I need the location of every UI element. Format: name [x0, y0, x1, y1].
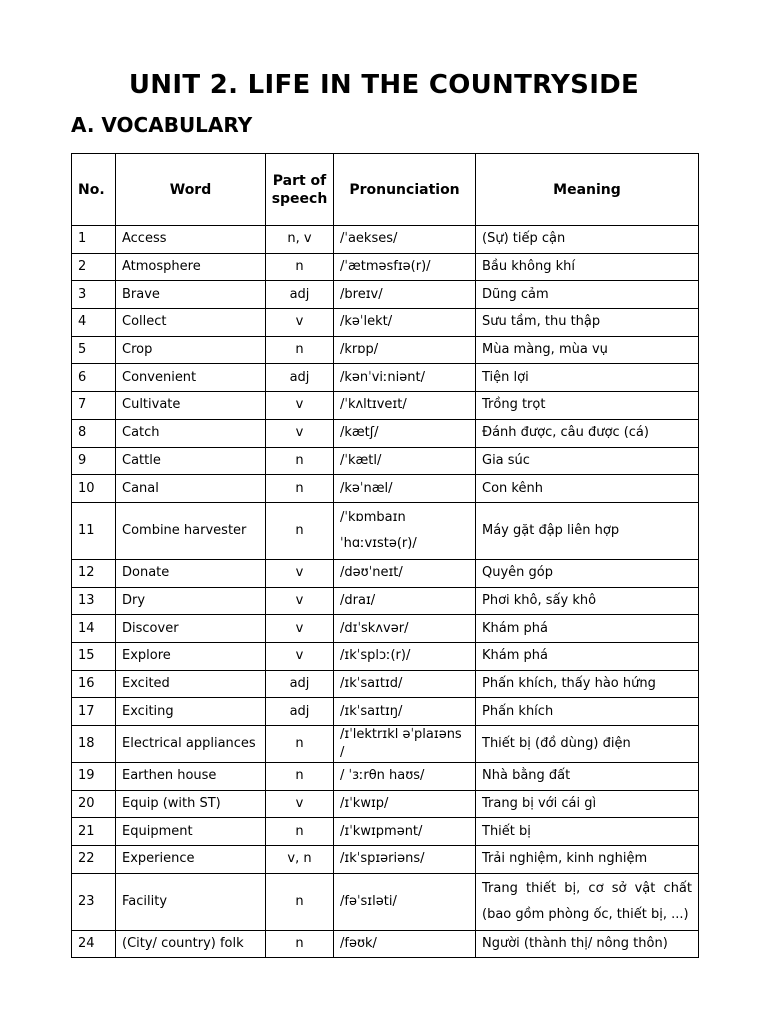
cell-pronunciation: /ɪkˈspɪəriəns/ — [334, 846, 476, 874]
cell-pronunciation: /kənˈviːniənt/ — [334, 364, 476, 392]
cell-no: 24 — [72, 930, 116, 958]
meaning-line: (bao gồm phòng ốc, thiết bị, ...) — [482, 906, 689, 922]
cell-meaning: Máy gặt đập liên hợp — [476, 502, 699, 559]
table-row — [72, 447, 699, 475]
cell-part-of-speech: v — [266, 587, 334, 615]
cell-pronunciation: /fəʊk/ — [334, 930, 476, 958]
meaning-line: Trang thiết bị, cơ sở vật chất — [482, 880, 692, 896]
cell-pronunciation: /kəˈlekt/ — [334, 309, 476, 337]
pronunciation-line: ˈhɑːvɪstə(r)/ — [340, 535, 417, 551]
cell-meaning: Mùa màng, mùa vụ — [476, 336, 699, 364]
cell-word: Canal — [116, 475, 266, 503]
table-row — [72, 790, 699, 818]
cell-meaning: Thiết bị (đồ dùng) điện — [476, 726, 699, 763]
table-row — [72, 419, 699, 447]
cell-no: 22 — [72, 846, 116, 874]
cell-pronunciation: /dɪˈskʌvər/ — [334, 615, 476, 643]
cell-part-of-speech: n — [266, 502, 334, 559]
cell-part-of-speech: n — [266, 818, 334, 846]
cell-meaning: Con kênh — [476, 475, 699, 503]
cell-part-of-speech: adj — [266, 364, 334, 392]
cell-pronunciation: /kætʃ/ — [334, 419, 476, 447]
cell-no: 7 — [72, 392, 116, 420]
table-row — [72, 559, 699, 587]
cell-pronunciation: /ˈaekses/ — [334, 226, 476, 254]
table-row — [72, 502, 699, 559]
cell-part-of-speech: n, v — [266, 226, 334, 254]
cell-meaning — [476, 873, 699, 930]
table-row — [72, 670, 699, 698]
cell-no: 23 — [72, 873, 116, 930]
cell-word: Cattle — [116, 447, 266, 475]
header-part-of-speech: Part of speech — [266, 154, 334, 226]
page-title: UNIT 2. LIFE IN THE COUNTRYSIDE — [128, 70, 640, 100]
cell-meaning: Trang bị với cái gì — [476, 790, 699, 818]
cell-no: 12 — [72, 559, 116, 587]
header-meaning: Meaning — [476, 154, 699, 226]
cell-part-of-speech: v — [266, 642, 334, 670]
cell-word: Brave — [116, 281, 266, 309]
pronunciation-line: /ˈkɒmbaɪn — [340, 509, 406, 525]
cell-pronunciation: /fəˈsɪləti/ — [334, 873, 476, 930]
cell-meaning: Phơi khô, sấy khô — [476, 587, 699, 615]
cell-word: Equip (with ST) — [116, 790, 266, 818]
cell-part-of-speech: v — [266, 309, 334, 337]
cell-pronunciation: /draɪ/ — [334, 587, 476, 615]
cell-no: 20 — [72, 790, 116, 818]
cell-meaning: Phấn khích, thấy hào hứng — [476, 670, 699, 698]
cell-no: 6 — [72, 364, 116, 392]
table-row — [72, 726, 699, 763]
cell-pronunciation: /ɪkˈsaɪtɪd/ — [334, 670, 476, 698]
cell-pronunciation: /ɪkˈsaɪtɪŋ/ — [334, 698, 476, 726]
cell-no: 2 — [72, 253, 116, 281]
table-row — [72, 930, 699, 958]
cell-word: Excited — [116, 670, 266, 698]
cell-no: 21 — [72, 818, 116, 846]
cell-meaning: Khám phá — [476, 615, 699, 643]
cell-meaning: Bầu không khí — [476, 253, 699, 281]
table-row — [72, 873, 699, 930]
cell-pronunciation: /ˈkʌltɪveɪt/ — [334, 392, 476, 420]
header-no: No. — [72, 154, 116, 226]
cell-no: 1 — [72, 226, 116, 254]
cell-part-of-speech: v — [266, 615, 334, 643]
cell-no: 10 — [72, 475, 116, 503]
cell-no: 3 — [72, 281, 116, 309]
table-row — [72, 309, 699, 337]
cell-word: Equipment — [116, 818, 266, 846]
cell-word: Atmosphere — [116, 253, 266, 281]
cell-no: 14 — [72, 615, 116, 643]
cell-no: 18 — [72, 726, 116, 763]
cell-part-of-speech: n — [266, 475, 334, 503]
cell-meaning: Trồng trọt — [476, 392, 699, 420]
cell-word: Crop — [116, 336, 266, 364]
cell-pronunciation: /breɪv/ — [334, 281, 476, 309]
cell-no: 16 — [72, 670, 116, 698]
cell-part-of-speech: n — [266, 763, 334, 791]
cell-meaning: Đánh được, câu được (cá) — [476, 419, 699, 447]
cell-word: (City/ country) folk — [116, 930, 266, 958]
cell-part-of-speech: n — [266, 873, 334, 930]
cell-meaning: Phấn khích — [476, 698, 699, 726]
cell-part-of-speech: n — [266, 447, 334, 475]
cell-word: Collect — [116, 309, 266, 337]
table-row — [72, 226, 699, 254]
cell-word: Catch — [116, 419, 266, 447]
cell-word: Electrical appliances — [116, 726, 266, 763]
cell-meaning: Khám phá — [476, 642, 699, 670]
cell-part-of-speech: v, n — [266, 846, 334, 874]
section-heading: A. VOCABULARY — [71, 113, 253, 137]
header-pronunciation: Pronunciation — [334, 154, 476, 226]
cell-word: Combine harvester — [116, 502, 266, 559]
cell-pronunciation: /ɪkˈsplɔː(r)/ — [334, 642, 476, 670]
table-row — [72, 253, 699, 281]
table-row — [72, 615, 699, 643]
cell-word: Facility — [116, 873, 266, 930]
cell-word: Experience — [116, 846, 266, 874]
cell-no: 11 — [72, 502, 116, 559]
header-word: Word — [116, 154, 266, 226]
cell-no: 5 — [72, 336, 116, 364]
cell-pronunciation: /krɒp/ — [334, 336, 476, 364]
cell-word: Discover — [116, 615, 266, 643]
cell-meaning: Trải nghiệm, kinh nghiệm — [476, 846, 699, 874]
cell-pronunciation: /ˈætməsfɪə(r)/ — [334, 253, 476, 281]
cell-part-of-speech: n — [266, 726, 334, 763]
cell-meaning: (Sự) tiếp cận — [476, 226, 699, 254]
cell-word: Access — [116, 226, 266, 254]
cell-meaning: Nhà bằng đất — [476, 763, 699, 791]
cell-no: 15 — [72, 642, 116, 670]
table-row — [72, 475, 699, 503]
cell-word: Exciting — [116, 698, 266, 726]
cell-pronunciation: / ˈɜːrθn haʊs/ — [334, 763, 476, 791]
cell-pronunciation: /dəʊˈneɪt/ — [334, 559, 476, 587]
table-body — [72, 226, 699, 958]
cell-part-of-speech: n — [266, 253, 334, 281]
table-row — [72, 364, 699, 392]
cell-meaning: Quyên góp — [476, 559, 699, 587]
cell-part-of-speech: adj — [266, 698, 334, 726]
table-row — [72, 587, 699, 615]
cell-part-of-speech: n — [266, 336, 334, 364]
cell-word: Convenient — [116, 364, 266, 392]
table-row — [72, 281, 699, 309]
table-row — [72, 846, 699, 874]
cell-part-of-speech: adj — [266, 670, 334, 698]
cell-part-of-speech: v — [266, 392, 334, 420]
cell-pronunciation: /ɪˈkwɪpmənt/ — [334, 818, 476, 846]
cell-no: 4 — [72, 309, 116, 337]
table-row — [72, 642, 699, 670]
cell-word: Earthen house — [116, 763, 266, 791]
cell-meaning: Sưu tầm, thu thập — [476, 309, 699, 337]
cell-meaning: Dũng cảm — [476, 281, 699, 309]
cell-no: 9 — [72, 447, 116, 475]
vocabulary-table — [71, 153, 699, 958]
cell-meaning: Gia súc — [476, 447, 699, 475]
cell-part-of-speech: v — [266, 559, 334, 587]
cell-part-of-speech: v — [266, 419, 334, 447]
cell-word: Cultivate — [116, 392, 266, 420]
table-row — [72, 336, 699, 364]
cell-pronunciation: /ˈkætl/ — [334, 447, 476, 475]
cell-pronunciation — [334, 502, 476, 559]
cell-pronunciation: /ɪˈlektrɪkl əˈplaɪəns / — [334, 726, 476, 763]
cell-part-of-speech: n — [266, 930, 334, 958]
cell-part-of-speech: adj — [266, 281, 334, 309]
cell-no: 17 — [72, 698, 116, 726]
cell-word: Dry — [116, 587, 266, 615]
cell-meaning: Tiện lợi — [476, 364, 699, 392]
cell-pronunciation: /kəˈnæl/ — [334, 475, 476, 503]
cell-word: Explore — [116, 642, 266, 670]
cell-no: 13 — [72, 587, 116, 615]
table-header-row — [72, 154, 699, 226]
table-row — [72, 818, 699, 846]
cell-word: Donate — [116, 559, 266, 587]
cell-meaning: Thiết bị — [476, 818, 699, 846]
table-row — [72, 698, 699, 726]
table-row — [72, 392, 699, 420]
cell-part-of-speech: v — [266, 790, 334, 818]
table-row — [72, 763, 699, 791]
cell-pronunciation: /ɪˈkwɪp/ — [334, 790, 476, 818]
cell-no: 8 — [72, 419, 116, 447]
cell-meaning: Người (thành thị/ nông thôn) — [476, 930, 699, 958]
cell-no: 19 — [72, 763, 116, 791]
